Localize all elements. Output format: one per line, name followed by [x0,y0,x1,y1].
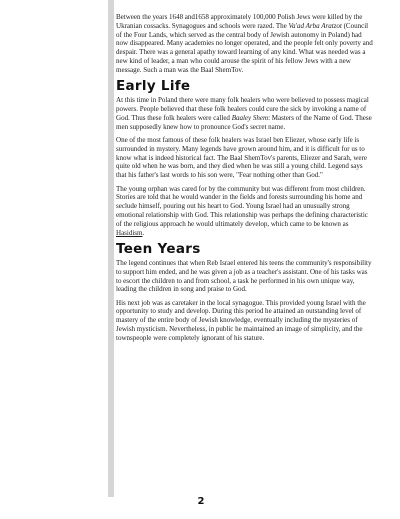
early-life-heading: Early Life [116,78,191,95]
teen-years-heading: Teen Years [116,240,201,257]
intro-text-1: Between the years 1648 and1658 approximately 100,000 Polish Jews were killed by the Ukranian cossacks. Synagogues and schools were razed. The [116,13,363,30]
sidebar-rule [108,0,114,497]
hasidism-term: Hasidism [116,228,143,237]
intro-italic-term: Va'ad Arba Aratzot [288,21,342,30]
main-column [116,13,374,347]
intro-text-2: (Council of the Four Lands, which served as the central body of Jewish autonomy in Poland) had now disappeared. Many academies no longer operated, and the people felt only poverty and despair. There was a general apathy toward learning of any kind. What was needed was a new kind of leader, a man who could arouse the spirit of his fellow Jews with a new message. Such a man was the Baal ShemTov. [116,21,373,74]
early-life-paragraph-1 [116,96,374,131]
page-number: 2 [197,496,205,507]
early-life-text-1a: At this time in Poland there were many folk healers who were believed to possess magical powers. People believed that these folk healers could cure the sick by invoking a name of God. Thus these folk healers were called [116,96,369,122]
early-life-text-3a: The young orphan was cared for by the community but was different from most children. Stories are told that he would wander in the fields and forests surrounding his home and seclude himself, pouring out his heart to God. Young Israel had an unusually strong emotional relationship with God. This relationship was perhaps the defining characteristic of the religious approach he would ultimately develop, which came to be known as [116,184,368,228]
early-life-paragraph-2: One of the most famous of these folk healers was Israel ben Eliezer, whose early life is surrounded in mystery. Many legends have grown around him, and it is difficult for us to know what is indeed historical fact. The Baal ShemTov's parents, Eliezer and Sarah, were quite old when he was born, and they died when he was still a young child. Legend says that his father's last words to his son were, "Fear nothing other than God." [116,135,367,180]
early-life-text-1b: : Masters of the Name of God. These men supposedly knew how to pronounce God's secret name. [116,113,372,131]
intro-paragraph [116,13,374,75]
early-life-italic-term: Baaley Shem [231,113,269,122]
teen-years-paragraph-2: His next job was as caretaker in the local synagogue. This provided young Israel with the opportunity to study and develop. During this period he attained an outstanding level of mastery of the entire body of Jewish knowledge, eventually including the mysteries of Jewish mysticism. Nevertheless, in public he maintained an image of simplicity, and the townspeople were completely ignorant of his stature. [116,298,366,342]
early-life-text-3b: . [142,228,145,237]
early-life-paragraph-3 [116,185,374,238]
teen-years-paragraph-1: The legend continues that when Reb Israel entered his teens the community's responsibility to support him ended, and he was given a job as a teacher's assistant. One of his tasks was to escort the children to and from school, a task he performed in his own unique way, leading the children in song and praise to God. [116,258,372,294]
